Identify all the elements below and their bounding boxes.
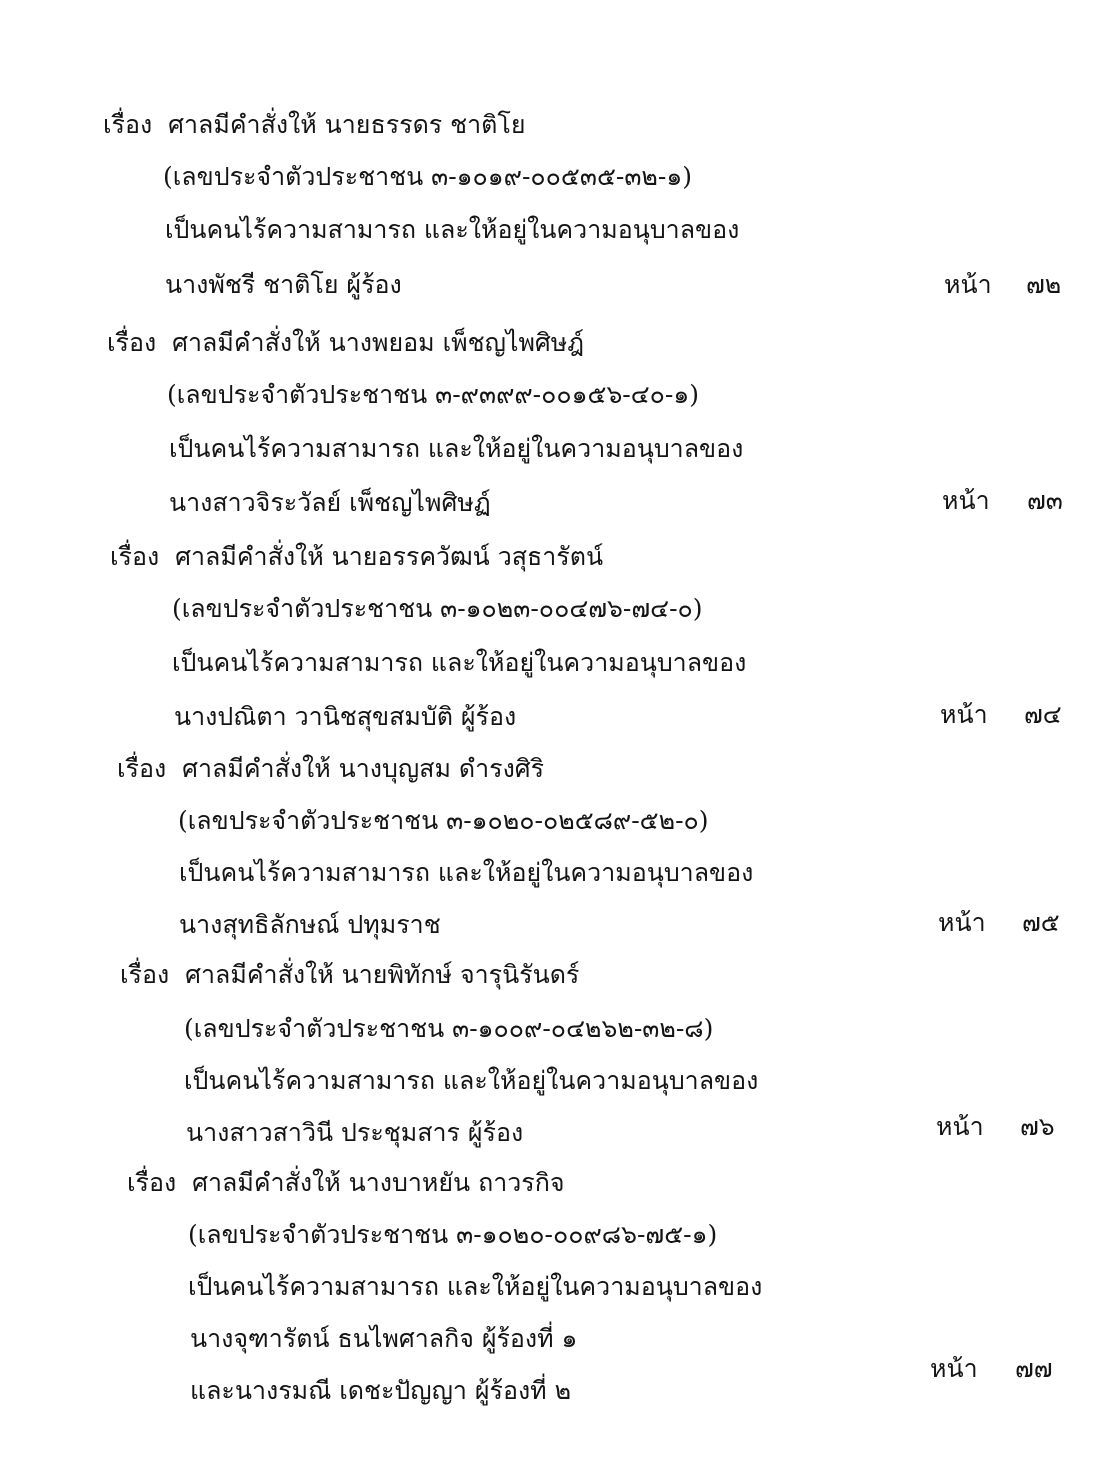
subject-label: เรื่อง: [103, 110, 153, 139]
incompetence-line: เป็นคนไร้ความสามารถ และให้อยู่ในความอนุบาลของ: [172, 648, 747, 677]
page-number: ๗๕: [1022, 908, 1060, 937]
subject-label: เรื่อง: [117, 754, 167, 783]
page-label: หน้า: [938, 908, 986, 937]
incompetence-line: เป็นคนไร้ความสามารถ และให้อยู่ในความอนุบาลของ: [165, 215, 740, 244]
incompetence-line: เป็นคนไร้ความสามารถ และให้อยู่ในความอนุบาลของ: [188, 1272, 763, 1301]
subject-label: เรื่อง: [110, 542, 160, 571]
entry-subject: [103, 108, 526, 142]
page-number: ๗๔: [1024, 700, 1062, 729]
citizen-id-line: (เลขประจำตัวประชาชน ๓-๑๐๒๐-๐๒๕๘๙-๕๒-๐): [178, 806, 709, 835]
citizen-id-line: (เลขประจำตัวประชาชน ๓-๑๐๑๙-๐๐๕๓๕-๓๒-๑): [163, 162, 692, 191]
subject-text: ศาลมีคำสั่งให้ นางบาหยัน ถาวรกิจ: [192, 1168, 565, 1197]
subject-text: ศาลมีคำสั่งให้ นายธรรดร ชาติโย: [168, 110, 526, 139]
incompetence-line: เป็นคนไร้ความสามารถ และให้อยู่ในความอนุบาลของ: [184, 1066, 759, 1095]
guardian-line: นางพัชรี ชาติโย ผู้ร้อง: [165, 270, 402, 299]
citizen-id-line: (เลขประจำตัวประชาชน ๓-๑๐๒๓-๐๐๔๗๖-๗๔-๐): [172, 594, 703, 623]
page-number: ๗๓: [1027, 486, 1063, 515]
subject-text: ศาลมีคำสั่งให้ นายอรรควัฒน์ วสุธารัตน์: [175, 542, 604, 571]
page-label: หน้า: [940, 700, 988, 729]
entry-subject: [127, 1166, 565, 1200]
incompetence-line: เป็นคนไร้ความสามารถ และให้อยู่ในความอนุบาลของ: [179, 858, 754, 887]
guardian-line: นางสาวสาวินี ประชุมสาร ผู้ร้อง: [186, 1118, 524, 1147]
subject-label: เรื่อง: [120, 960, 170, 989]
citizen-id-line: (เลขประจำตัวประชาชน ๓-๑๐๒๐-๐๐๙๘๖-๗๕-๑): [188, 1220, 718, 1249]
page-number: ๗๒: [1026, 270, 1062, 299]
guardian-line: นางปณิตา วานิชสุขสมบัติ ผู้ร้อง: [174, 702, 517, 731]
subject-label: เรื่อง: [127, 1168, 177, 1197]
page-label: หน้า: [936, 1112, 984, 1141]
citizen-id-line: (เลขประจำตัวประชาชน ๓-๙๓๙๙-๐๐๑๕๖-๔๐-๑): [167, 380, 700, 409]
entry-subject: [117, 752, 544, 786]
subject-text: ศาลมีคำสั่งให้ นางบุญสม ดำรงศิริ: [182, 754, 545, 783]
citizen-id-line: (เลขประจำตัวประชาชน ๓-๑๐๐๙-๐๔๒๖๒-๓๒-๘): [184, 1014, 714, 1043]
guardian-line: นางสาวจิระวัลย์ เพ็ชญไพศิษฏ์: [169, 488, 491, 517]
entry-subject: [120, 958, 579, 992]
guardian-line: นางสุทธิลักษณ์ ปทุมราช: [179, 910, 441, 939]
guardian-line: นางจุฑารัตน์ ธนไพศาลกิจ ผู้ร้องที่ ๑: [190, 1324, 578, 1353]
entry-subject: [107, 326, 584, 360]
subject-text: ศาลมีคำสั่งให้ นายพิทักษ์ จารุนิรันดร์: [185, 960, 580, 989]
page-number: ๗๖: [1020, 1112, 1055, 1141]
entry-subject: [110, 540, 603, 574]
incompetence-line: เป็นคนไร้ความสามารถ และให้อยู่ในความอนุบาลของ: [169, 434, 744, 463]
guardian-line-2: และนางรมณี เดชะปัญญา ผู้ร้องที่ ๒: [190, 1376, 572, 1405]
page-label: หน้า: [944, 270, 992, 299]
subject-text: ศาลมีคำสั่งให้ นางพยอม เพ็ชญไพศิษฎ์: [172, 328, 585, 357]
subject-label: เรื่อง: [107, 328, 157, 357]
page-number: ๗๗: [1015, 1354, 1053, 1383]
page-label: หน้า: [930, 1354, 978, 1383]
page-label: หน้า: [942, 486, 990, 515]
